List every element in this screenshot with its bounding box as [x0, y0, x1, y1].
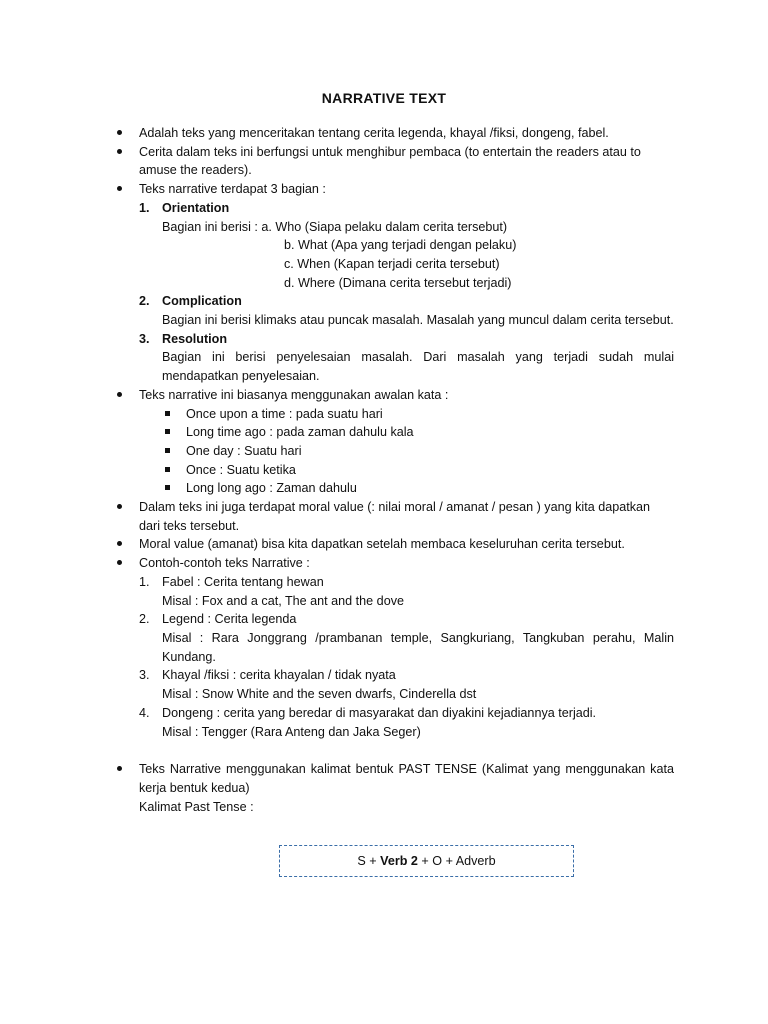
complication-description: Bagian ini berisi klimaks atau puncak masalah. Masalah yang muncul dalam cerita tersebut. [162, 313, 674, 328]
part-resolution [139, 330, 674, 349]
opener-item: Once : Suatu ketika [186, 461, 674, 480]
bullet-moral-value-note: Moral value (amanat) bisa kita dapatkan setelah membaca keseluruhan cerita tersebut. [139, 535, 674, 554]
example-misal: Misal : Rara Jonggrang /prambanan temple, Sangkuriang, Tangkuban perahu, Malin Kundang. [162, 630, 674, 664]
formula-verb: Verb 2 [380, 853, 418, 868]
opener-item: One day : Suatu hari [186, 442, 674, 461]
example-item [139, 610, 674, 629]
example-label: Khayal /fiksi : cerita khayalan / tidak nyata [162, 668, 396, 683]
example-item [139, 666, 674, 685]
part-title: Resolution [162, 331, 228, 346]
example-label: Legend : Cerita legenda [162, 612, 297, 627]
example-misal: Misal : Snow White and the seven dwarfs, Cinderella dst [162, 687, 477, 702]
bullet-definition: Adalah teks yang menceritakan tentang cerita legenda, khayal /fiksi, dongeng, fabel. [139, 124, 674, 143]
orientation-where: d. Where (Dimana cerita tersebut terjadi) [284, 275, 512, 290]
part-title: Orientation [162, 200, 230, 215]
bullet-past-tense: Teks Narrative menggunakan kalimat bentuk PAST TENSE (Kalimat yang menggunakan kata kerja bentuk kedua) [139, 760, 674, 797]
opener-item: Once upon a time : pada suatu hari [186, 405, 674, 424]
document-body [139, 124, 674, 816]
page-title: NARRATIVE TEXT [321, 90, 447, 106]
bullet-moral-value: Dalam teks ini juga terdapat moral value (: nilai moral / amanat / pesan ) yang kita dapatkan dari teks tersebut. [139, 498, 674, 535]
example-misal: Misal : Tengger (Rara Anteng dan Jaka Seger) [162, 724, 421, 739]
example-label: Fabel : Cerita tentang hewan [162, 574, 324, 589]
formula-subject: S + [357, 853, 381, 868]
bullet-parts-intro: Teks narrative terdapat 3 bagian : [139, 180, 674, 199]
part-number: 2. [139, 294, 150, 309]
opener-item: Long long ago : Zaman dahulu [186, 479, 674, 498]
example-number: 3. [139, 668, 150, 683]
part-number: 3. [139, 331, 150, 346]
spacer [139, 741, 674, 760]
example-misal: Misal : Fox and a cat, The ant and the dove [162, 593, 404, 608]
part-orientation [139, 199, 674, 218]
bullet-function: Cerita dalam teks ini berfungsi untuk menghibur pembaca (to entertain the readers atau to amuse the readers). [139, 143, 674, 180]
orientation-what: b. What (Apa yang terjadi dengan pelaku) [284, 238, 517, 253]
orientation-when: c. When (Kapan terjadi cerita tersebut) [284, 256, 500, 271]
bullet-openers-intro: Teks narrative ini biasanya menggunakan awalan kata : [139, 386, 674, 405]
resolution-description: Bagian ini berisi penyelesaian masalah. Dari masalah yang terjadi sudah mulai mendapatkan penyelesaian. [162, 350, 674, 384]
examples-list [139, 573, 674, 741]
example-number: 2. [139, 612, 150, 627]
past-tense-label: Kalimat Past Tense : [139, 799, 254, 814]
example-item [139, 573, 674, 592]
parts-list [139, 199, 674, 386]
bullet-examples-intro: Contoh-contoh teks Narrative : [139, 554, 674, 573]
orientation-line-a [162, 218, 674, 237]
example-number: 4. [139, 705, 150, 720]
orientation-who: a. Who (Siapa pelaku dalam cerita tersebut) [261, 219, 508, 234]
past-tense-formula-box [279, 845, 574, 877]
orientation-intro: Bagian ini berisi : [162, 219, 262, 234]
example-item [139, 704, 674, 723]
part-title: Complication [162, 294, 242, 309]
part-complication [139, 292, 674, 311]
example-number: 1. [139, 574, 150, 589]
example-label: Dongeng : cerita yang beredar di masyarakat dan diyakini kejadiannya terjadi. [162, 705, 597, 720]
part-number: 1. [139, 200, 150, 215]
opener-item: Long time ago : pada zaman dahulu kala [186, 423, 674, 442]
formula-rest: + O + Adverb [417, 853, 496, 868]
